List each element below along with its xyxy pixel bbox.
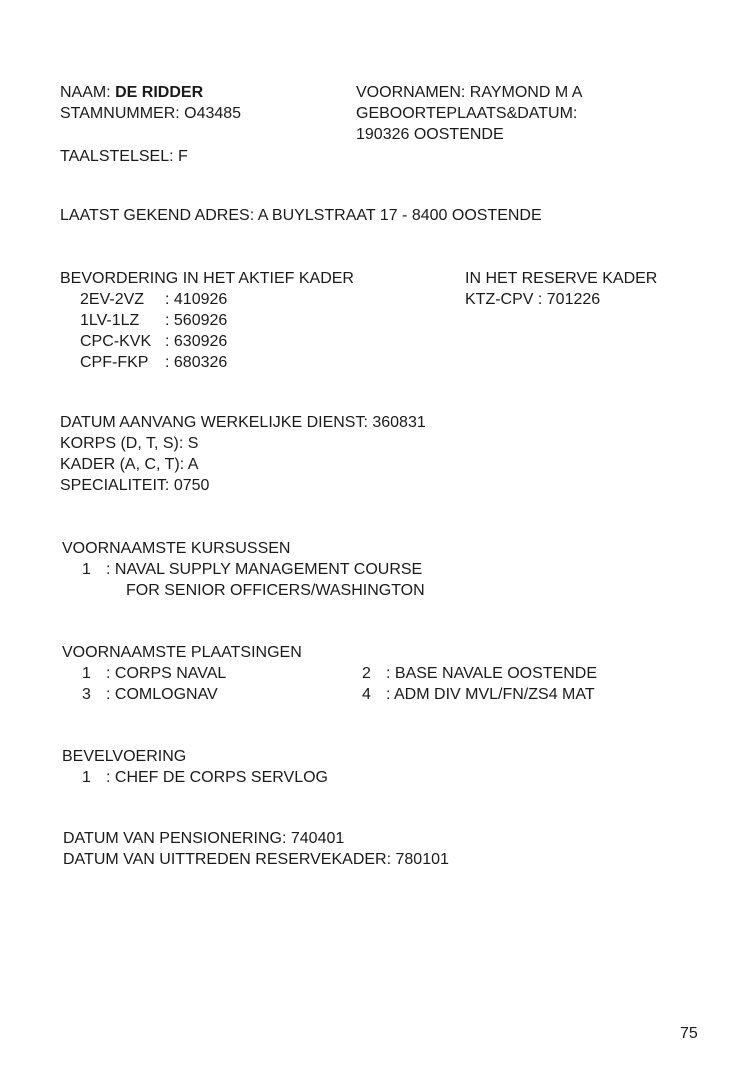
naam-value: DE RIDDER xyxy=(115,84,204,101)
kursus-line xyxy=(62,559,425,580)
pensioen-section xyxy=(63,828,449,870)
identity-right xyxy=(356,82,582,145)
reserve-title: IN HET RESERVE KADER xyxy=(465,270,658,287)
bevordering-row xyxy=(60,331,354,352)
rank-code: CPF-FKP xyxy=(80,354,149,371)
bevelvoering-text: : CHEF DE CORPS SERVLOG xyxy=(106,769,328,786)
kursus-text: : NAVAL SUPPLY MANAGEMENT COURSE xyxy=(106,561,423,578)
kursus-num: 1 xyxy=(82,561,91,578)
bevelvoering-title: BEVELVOERING xyxy=(62,748,187,765)
specialiteit: SPECIALITEIT: 0750 xyxy=(60,477,210,494)
bevordering-title: BEVORDERING IN HET AKTIEF KADER xyxy=(60,270,354,287)
bevelvoering-section xyxy=(62,746,328,788)
kursus-line-2: FOR SENIOR OFFICERS/WASHINGTON xyxy=(126,582,425,599)
rank-date: : 560926 xyxy=(165,312,228,329)
plaatsing-item xyxy=(62,684,302,705)
plaatsing-num: 4 xyxy=(362,686,371,703)
rank-code: CPC-KVK xyxy=(80,333,152,350)
bevelvoering-item xyxy=(62,767,328,788)
pensionering: DATUM VAN PENSIONERING: 740401 xyxy=(63,830,345,847)
kader: KADER (A, C, T): A xyxy=(60,456,199,473)
plaatsing-text: : ADM DIV MVL/FN/ZS4 MAT xyxy=(386,686,595,703)
bevordering-row xyxy=(60,310,354,331)
plaatsing-num: 3 xyxy=(82,686,91,703)
naam-label: NAAM: xyxy=(60,84,111,101)
plaatsingen-section xyxy=(62,642,302,705)
bevordering-row xyxy=(60,352,354,373)
rank-code: 2EV-2VZ xyxy=(80,291,145,308)
bevordering-row xyxy=(60,289,354,310)
plaatsing-item xyxy=(362,684,597,705)
reserve-item: KTZ-CPV : 701226 xyxy=(465,291,601,308)
plaatsing-text: : CORPS NAVAL xyxy=(106,665,227,682)
plaatsing-num: 2 xyxy=(362,665,371,682)
taalstelsel: TAALSTELSEL: F xyxy=(60,148,188,165)
plaatsing-num: 1 xyxy=(82,665,91,682)
identity-left xyxy=(60,82,241,124)
kursussen-title: VOORNAAMSTE KURSUSSEN xyxy=(62,540,291,557)
aanvang: DATUM AANVANG WERKELIJKE DIENST: 360831 xyxy=(60,414,426,431)
dienst-section xyxy=(60,412,426,496)
kursussen-section xyxy=(62,538,425,601)
plaatsing-item xyxy=(62,663,302,684)
korps: KORPS (D, T, S): S xyxy=(60,435,199,452)
adres: LAATST GEKEND ADRES: A BUYLSTRAAT 17 - 8400 OOSTENDE xyxy=(60,207,542,224)
rank-code: 1LV-1LZ xyxy=(80,312,140,329)
uittreden: DATUM VAN UITTREDEN RESERVEKADER: 780101 xyxy=(63,851,449,868)
rank-date: : 680326 xyxy=(165,354,228,371)
voornamen: VOORNAMEN: RAYMOND M A xyxy=(356,84,583,101)
bevelvoering-num: 1 xyxy=(82,769,91,786)
naam-line xyxy=(60,82,241,103)
geboorte-value: 190326 OOSTENDE xyxy=(356,126,504,143)
plaatsingen-title: VOORNAAMSTE PLAATSINGEN xyxy=(62,644,302,661)
rank-date: : 630926 xyxy=(165,333,228,350)
bevordering-section xyxy=(60,268,354,373)
geboorte-label: GEBOORTEPLAATS&DATUM: xyxy=(356,105,578,122)
plaatsing-text: : COMLOGNAV xyxy=(106,686,218,703)
plaatsing-item xyxy=(362,663,597,684)
stamnummer: STAMNUMMER: O43485 xyxy=(60,105,242,122)
plaatsing-text: : BASE NAVALE OOSTENDE xyxy=(386,665,598,682)
page-number: 75 xyxy=(680,1025,698,1042)
reserve-section xyxy=(465,268,657,310)
rank-date: : 410926 xyxy=(165,291,228,308)
plaatsingen-right xyxy=(362,663,597,705)
